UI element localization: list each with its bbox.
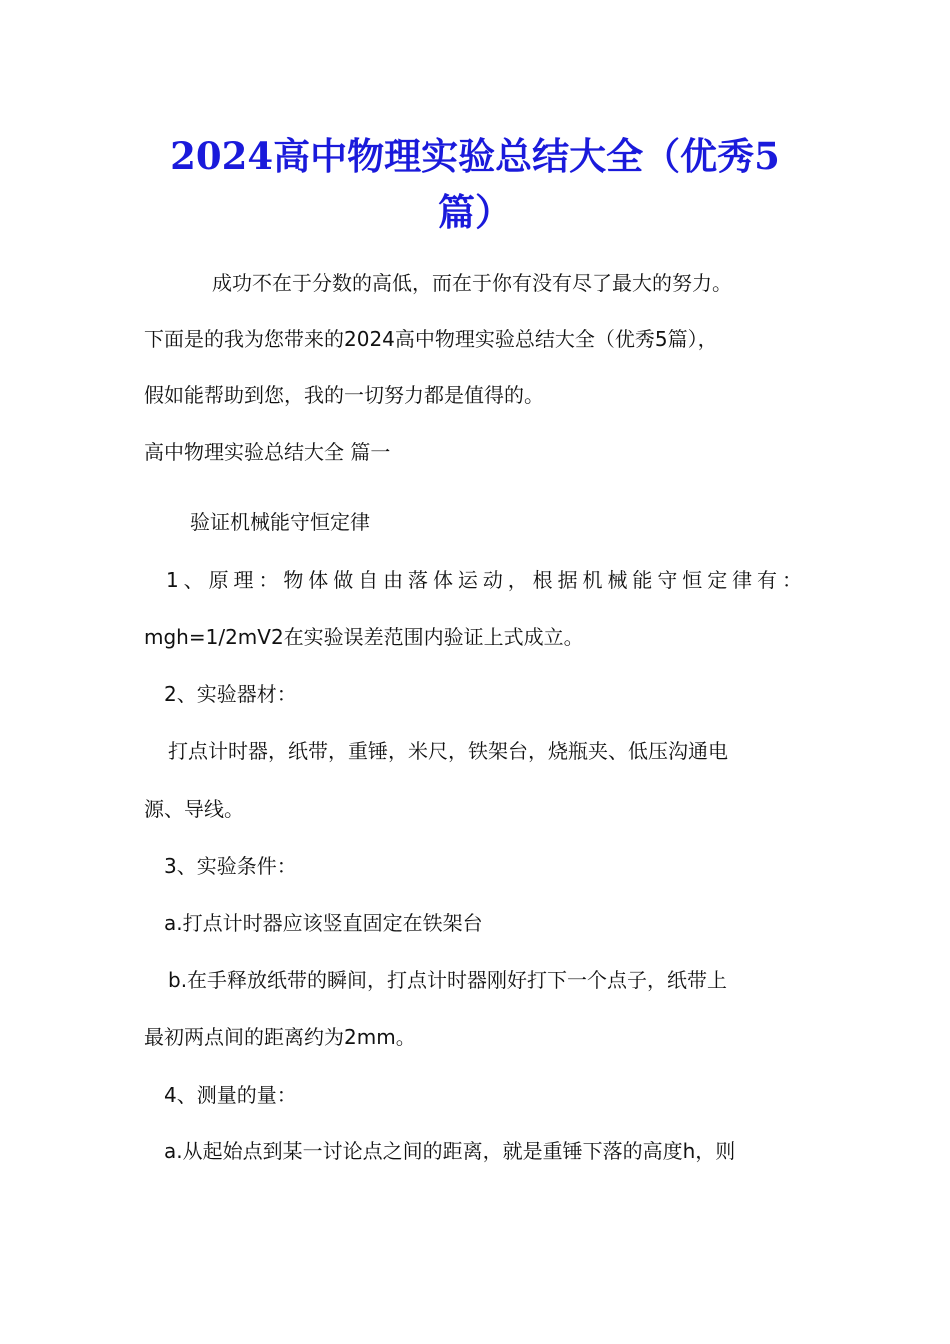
condition-a: a.打点计时器应该竖直固定在铁架台 xyxy=(164,911,483,935)
condition-b-line-2: 最初两点间的距离约为2mm。 xyxy=(144,1025,416,1049)
measure-a-line-1: a.从起始点到某一讨论点之间的距离，就是重锤下落的高度h，则 xyxy=(164,1139,736,1163)
condition-b-line-1: b.在手释放纸带的瞬间，打点计时器刚好打下一个点子，纸带上 xyxy=(168,968,728,992)
conditions-heading: 3、实验条件： xyxy=(164,854,297,878)
principle-line-1: 1、原理：物体做自由落体运动，根据机械能守恒定律有： xyxy=(166,568,802,592)
document-title-line-2: 篇） xyxy=(438,190,512,234)
equipment-line-2: 源、导线。 xyxy=(144,797,244,821)
intro-line-3: 假如能帮助到您，我的一切努力都是值得的。 xyxy=(144,383,544,407)
intro-line-2: 下面是的我为您带来的2024高中物理实验总结大全（优秀5篇）， xyxy=(144,327,718,351)
intro-line-1: 成功不在于分数的高低，而在于你有没有尽了最大的努力。 xyxy=(212,271,732,295)
measure-heading: 4、测量的量： xyxy=(164,1083,297,1107)
section-heading: 高中物理实验总结大全 篇一 xyxy=(144,440,391,464)
principle-line-2: mgh=1/2mV2在实验误差范围内验证上式成立。 xyxy=(144,625,584,649)
equipment-line-1: 打点计时器，纸带，重锤，米尺，铁架台，烧瓶夹、低压沟通电 xyxy=(168,739,728,763)
document-title-line-1: 2024高中物理实验总结大全（优秀5 xyxy=(170,134,780,178)
experiment-title: 验证机械能守恒定律 xyxy=(190,510,370,534)
equipment-heading: 2、实验器材： xyxy=(164,682,297,706)
